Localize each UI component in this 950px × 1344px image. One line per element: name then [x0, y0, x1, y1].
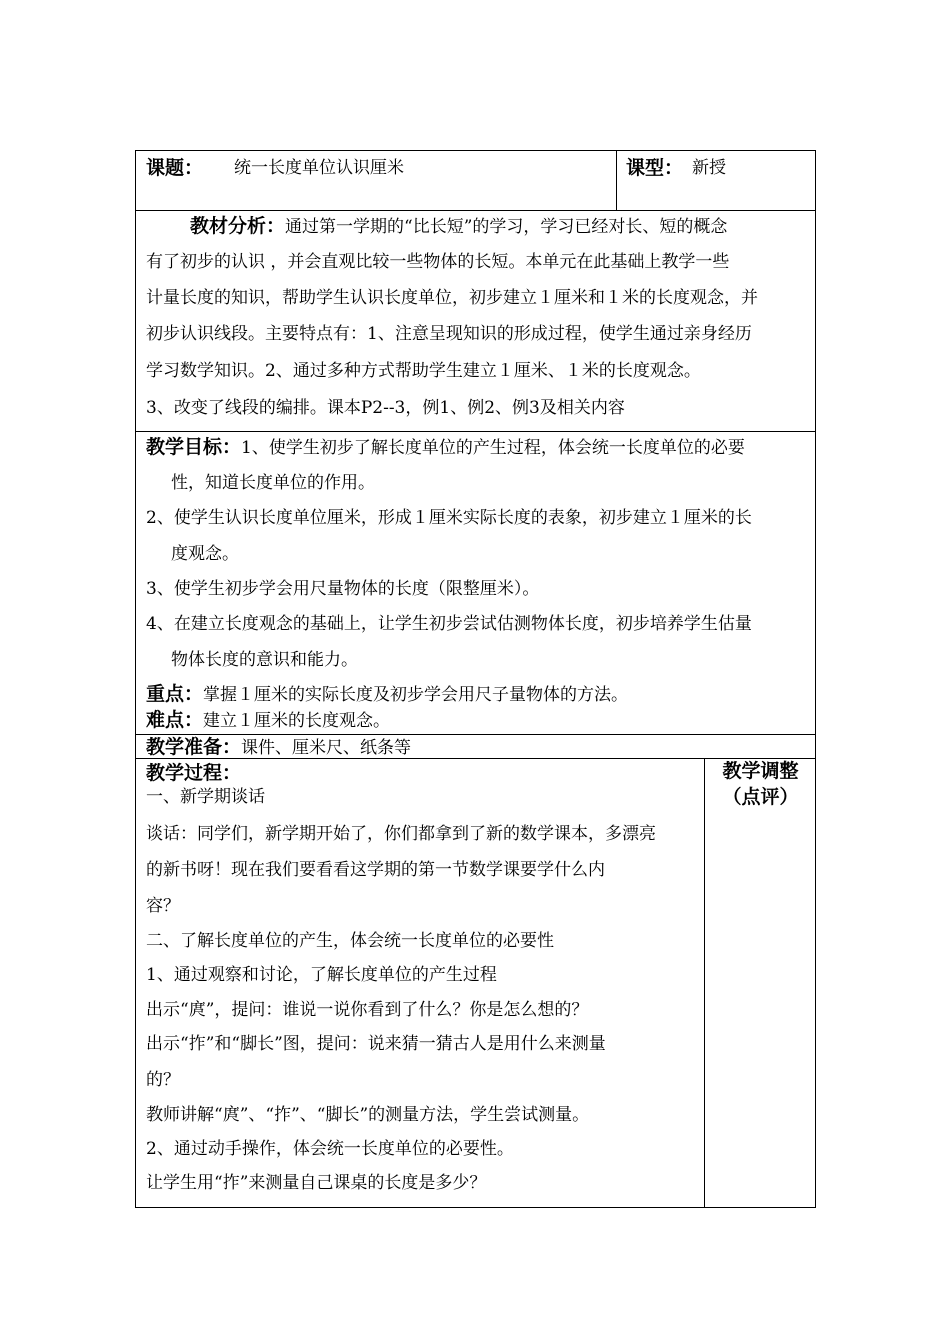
analysis-label: 教材分析：: [190, 215, 286, 237]
process-line: 1、通过观察和讨论，了解长度单位的产生过程: [146, 965, 497, 985]
process-line: 让学生用“拃”来测量自己课桌的长度是多少？: [146, 1173, 487, 1193]
process-line: 出示“庹”，提问：谁说一说你看到了什么？你是怎么想的？: [146, 1000, 589, 1020]
goals-line: 2、使学生认识长度单位厘米，形成１厘米实际长度的表象，初步建立１厘米的长: [146, 508, 752, 528]
goals-line: 性，知道长度单位的作用。: [171, 473, 375, 493]
process-line: 2、通过动手操作，体会统一长度单位的必要性。: [146, 1139, 514, 1159]
prep-line: [146, 735, 411, 759]
topic-label: 课题：: [146, 157, 204, 179]
key-point-value: 掌握１厘米的实际长度及初步学会用尺子量物体的方法。: [203, 685, 629, 705]
analysis-line: 教材分析：通过第一学期的“比长短”的学习，学习已经对长、短的概念: [190, 215, 728, 237]
prep-value: 课件、厘米尺、纸条等: [241, 738, 412, 758]
process-line: 的新书呀！现在我们要看看这学期的第一节数学课要学什么内: [146, 860, 605, 880]
analysis-line: 初步认识线段。主要特点有：1、注意呈现知识的形成过程，使学生通过亲身经历: [146, 324, 752, 344]
lesson-plan-table: [135, 150, 816, 1208]
goals-line: 教学目标：1、使学生初步了解长度单位的产生过程，体会统一长度单位的必要: [146, 436, 745, 458]
type-label: 课型：: [626, 157, 684, 179]
process-line: 教师讲解“庹”、“拃”、“脚长”的测量方法，学生尝试测量。: [146, 1105, 590, 1125]
process-line: 一、新学期谈话: [146, 787, 265, 807]
adjust-sublabel: （点评）: [722, 786, 799, 808]
difficulty-value: 建立１厘米的长度观念。: [203, 711, 391, 731]
difficulty-line: [146, 707, 390, 733]
goals-label: 教学目标：: [146, 436, 242, 458]
analysis-line: 计量长度的知识，帮助学生认识长度单位，初步建立１厘米和１米的长度观念，并: [146, 288, 758, 308]
header-divider: [616, 151, 617, 210]
analysis-line: 学习数学知识。2、通过多种方式帮助学生建立１厘米、１米的长度观念。: [146, 361, 701, 381]
key-point-label: 重点：: [146, 683, 204, 705]
topic-value: 统一长度单位认识厘米: [234, 158, 404, 178]
analysis-line: 有了初步的认识 ，并会直观比较一些物体的长短。本单元在此基础上教学一些: [146, 252, 730, 272]
process-label: 教学过程：: [146, 762, 242, 784]
type-value: 新授: [692, 158, 726, 178]
goals-line: 4、在建立长度观念的基础上，让学生初步尝试估测物体长度，初步培养学生估量: [146, 614, 752, 634]
goals-line: 物体长度的意识和能力。: [171, 650, 358, 670]
process-line: 容？: [146, 896, 180, 916]
goals-line: 度观念。: [171, 544, 239, 564]
process-line: 二、了解长度单位的产生，体会统一长度单位的必要性: [146, 931, 554, 951]
adjust-column-divider: [704, 758, 705, 1208]
key-point-line: [146, 681, 628, 707]
prep-label: 教学准备：: [146, 736, 242, 758]
adjust-label: 教学调整: [722, 760, 799, 782]
goals-line: 3、使学生初步学会用尺量物体的长度（限整厘米）。: [146, 579, 540, 599]
difficulty-label: 难点：: [146, 709, 204, 731]
process-line: 的？: [146, 1070, 180, 1090]
analysis-line: 3、改变了线段的编排。课本P2--3，例1、例2、例3及相关内容: [146, 398, 625, 418]
process-line: 出示“拃”和“脚长”图，提问：说来猜一猜古人是用什么来测量: [146, 1034, 606, 1054]
process-line: 谈话：同学们，新学期开始了，你们都拿到了新的数学课本，多漂亮: [146, 824, 656, 844]
